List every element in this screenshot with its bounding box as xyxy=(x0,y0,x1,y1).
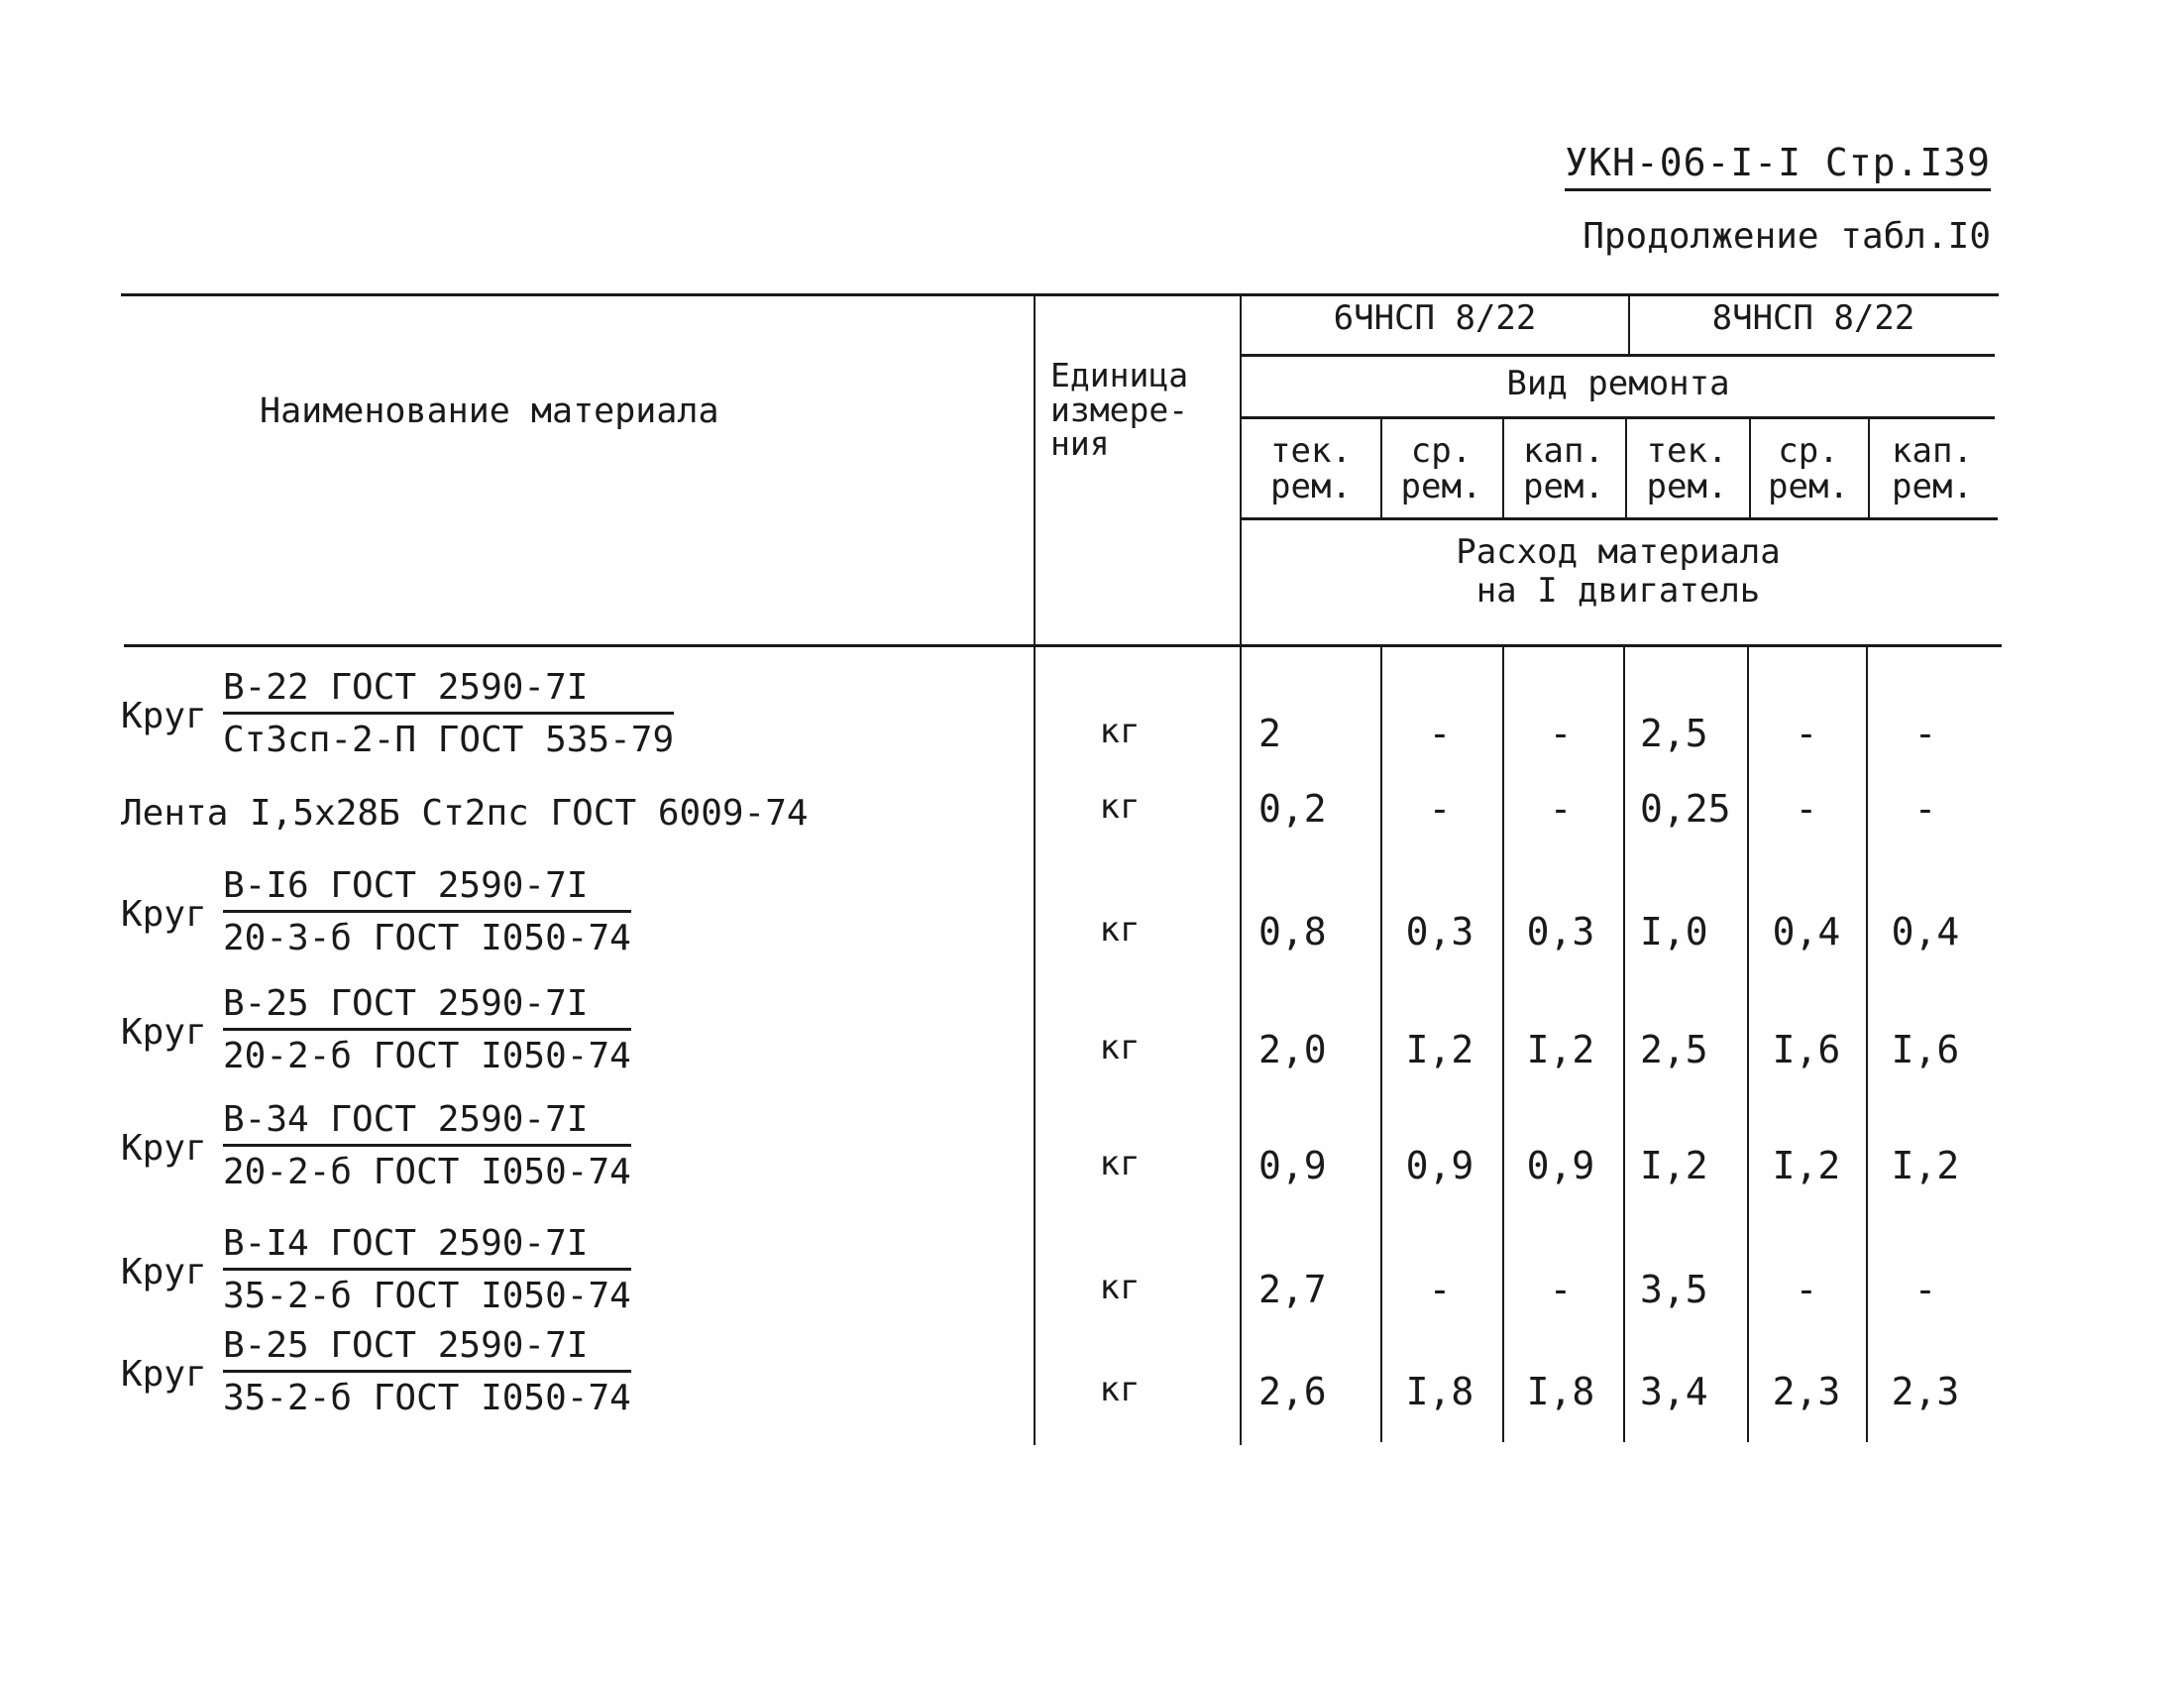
unit-header-line-1: Единица xyxy=(1050,356,1189,394)
repair-type-header xyxy=(1502,431,1625,506)
unit-cell: кг xyxy=(1099,1144,1141,1183)
value-cell: - xyxy=(1795,787,1818,831)
table-continuation-label: Продолжение табл.I0 xyxy=(1583,216,1991,257)
material-prefix: Круг xyxy=(121,1128,207,1169)
repair-type-line: кап. xyxy=(1523,431,1604,471)
material-spec-denominator: 35-2-б ГОСТ I050-74 xyxy=(223,1378,631,1418)
material-spec-fraction xyxy=(223,865,631,958)
material-spec-numerator: В-25 ГОСТ 2590-7I xyxy=(223,986,631,1031)
value-cell: 0,4 xyxy=(1772,910,1841,953)
material-prefix: Круг xyxy=(121,1252,207,1292)
engine-rule xyxy=(1242,354,1995,357)
value-cell: 2,6 xyxy=(1258,1370,1327,1413)
consumption-line-2: на I двигатель xyxy=(1475,571,1761,612)
value-cell: I,8 xyxy=(1526,1370,1595,1413)
repair-kind-rule xyxy=(1242,416,1995,419)
value-cell: - xyxy=(1913,787,1937,831)
material-prefix: Круг xyxy=(121,894,207,935)
repair-type-line: рем. xyxy=(1523,466,1604,506)
value-cell: I,2 xyxy=(1640,1144,1708,1187)
material-prefix: Круг xyxy=(121,1012,207,1053)
material-spec-numerator: В-22 ГОСТ 2590-7I xyxy=(223,670,674,715)
repair-type-line: ср. xyxy=(1410,431,1473,471)
repair-type-header xyxy=(1868,431,1997,506)
repair-type-header xyxy=(1749,431,1868,506)
material-spec-denominator: Ст3сп-2-П ГОСТ 535-79 xyxy=(223,720,675,760)
value-cell: 0,9 xyxy=(1405,1144,1474,1187)
repair-type-line: рем. xyxy=(1646,466,1728,506)
repair-type-rule xyxy=(1242,517,1998,520)
unit-cell: кг xyxy=(1099,1028,1141,1067)
value-cell: - xyxy=(1549,787,1573,831)
repair-type-line: рем. xyxy=(1768,466,1849,506)
value-cell: I,6 xyxy=(1772,1028,1841,1071)
value-cell: 0,3 xyxy=(1526,910,1595,953)
value-cell: 0,9 xyxy=(1526,1144,1595,1187)
material-spec-fraction xyxy=(223,1099,631,1192)
repair-type-line: ср. xyxy=(1778,431,1839,471)
material-spec-numerator: В-I4 ГОСТ 2590-7I xyxy=(223,1226,631,1271)
material-spec-denominator: 20-2-б ГОСТ I050-74 xyxy=(223,1152,631,1192)
document-reference: УКН-06-I-I Стр.I39 xyxy=(1565,141,1991,191)
repair-kind-header: Вид ремонта xyxy=(1506,364,1730,403)
value-cell: 2,0 xyxy=(1258,1028,1327,1071)
material-spec-denominator: 20-2-б ГОСТ I050-74 xyxy=(223,1036,631,1076)
value-cell: I,2 xyxy=(1772,1144,1841,1187)
material-spec-denominator: 20-3-б ГОСТ I050-74 xyxy=(223,918,631,958)
unit-cell: кг xyxy=(1099,910,1141,950)
divider-col-2-body xyxy=(1502,644,1504,1442)
value-cell: I,0 xyxy=(1640,910,1708,953)
value-cell: 3,5 xyxy=(1640,1268,1708,1311)
material-spec-numerator: В-34 ГОСТ 2590-7I xyxy=(223,1102,631,1147)
divider-col-3-body xyxy=(1623,644,1625,1442)
value-cell: 2,7 xyxy=(1258,1268,1327,1311)
value-cell: 2,3 xyxy=(1891,1370,1960,1413)
divider-col-5-body xyxy=(1866,644,1868,1442)
value-cell: - xyxy=(1795,712,1818,755)
header-bottom-rule xyxy=(124,644,2002,647)
value-cell: I,8 xyxy=(1405,1370,1474,1413)
value-cell: - xyxy=(1549,712,1573,755)
consumption-line-1: Расход материала xyxy=(1456,532,1781,572)
material-prefix: Круг xyxy=(121,696,207,736)
value-cell: - xyxy=(1428,712,1452,755)
value-cell: 2,3 xyxy=(1772,1370,1841,1413)
divider-col-1-body xyxy=(1380,644,1382,1442)
repair-type-line: рем. xyxy=(1270,466,1352,506)
engine-a-header: 6ЧНСП 8/22 xyxy=(1333,298,1537,338)
column-header-material-name: Наименование материала xyxy=(260,392,719,431)
value-cell: 0,25 xyxy=(1640,787,1731,831)
material-spec-fraction xyxy=(223,1223,631,1316)
value-cell: - xyxy=(1913,1268,1937,1311)
material-spec-fraction xyxy=(223,667,675,760)
value-cell: 0,8 xyxy=(1258,910,1327,953)
unit-cell: кг xyxy=(1099,1268,1141,1307)
unit-header-line-2: измере- xyxy=(1050,390,1189,429)
repair-type-header xyxy=(1380,431,1502,506)
repair-type-line: рем. xyxy=(1892,466,1973,506)
value-cell: 3,4 xyxy=(1640,1370,1708,1413)
repair-type-line: кап. xyxy=(1892,431,1973,471)
value-cell: I,2 xyxy=(1405,1028,1474,1071)
divider-name-unit xyxy=(1034,293,1036,1445)
unit-cell: кг xyxy=(1099,712,1141,751)
unit-header-line-3: ния xyxy=(1050,424,1110,464)
value-cell: I,6 xyxy=(1891,1028,1960,1071)
value-cell: - xyxy=(1913,712,1937,755)
value-cell: 0,2 xyxy=(1258,787,1327,831)
material-spec-fraction xyxy=(223,1325,631,1418)
value-cell: - xyxy=(1795,1268,1818,1311)
value-cell: 2,5 xyxy=(1640,1028,1708,1071)
material-spec-numerator: В-25 ГОСТ 2590-7I xyxy=(223,1328,631,1373)
repair-type-header xyxy=(1625,431,1749,506)
value-cell: - xyxy=(1428,1268,1452,1311)
repair-type-line: рем. xyxy=(1400,466,1482,506)
table-top-rule xyxy=(121,293,1999,296)
material-name: Лента I,5х28Б Ст2пс ГОСТ 6009-74 xyxy=(121,793,809,834)
material-spec-denominator: 35-2-б ГОСТ I050-74 xyxy=(223,1276,631,1316)
value-cell: 2,5 xyxy=(1640,712,1708,755)
repair-type-header xyxy=(1242,431,1380,506)
value-cell: 0,4 xyxy=(1891,910,1960,953)
repair-type-line: тек. xyxy=(1270,431,1352,471)
repair-type-line: тек. xyxy=(1646,431,1728,471)
value-cell: - xyxy=(1428,787,1452,831)
value-cell: - xyxy=(1549,1268,1573,1311)
unit-cell: кг xyxy=(1099,1370,1141,1409)
value-cell: I,2 xyxy=(1891,1144,1960,1187)
value-cell: 2 xyxy=(1258,712,1281,755)
material-spec-fraction xyxy=(223,983,631,1076)
material-spec-numerator: В-I6 ГОСТ 2590-7I xyxy=(223,868,631,913)
material-prefix: Круг xyxy=(121,1354,207,1395)
column-header-unit xyxy=(1050,356,1189,464)
value-cell: 0,9 xyxy=(1258,1144,1327,1187)
value-cell: 0,3 xyxy=(1405,910,1474,953)
engine-b-header: 8ЧНСП 8/22 xyxy=(1711,298,1915,338)
consumption-header xyxy=(1242,533,1995,611)
unit-cell: кг xyxy=(1099,787,1141,827)
value-cell: I,2 xyxy=(1526,1028,1595,1071)
